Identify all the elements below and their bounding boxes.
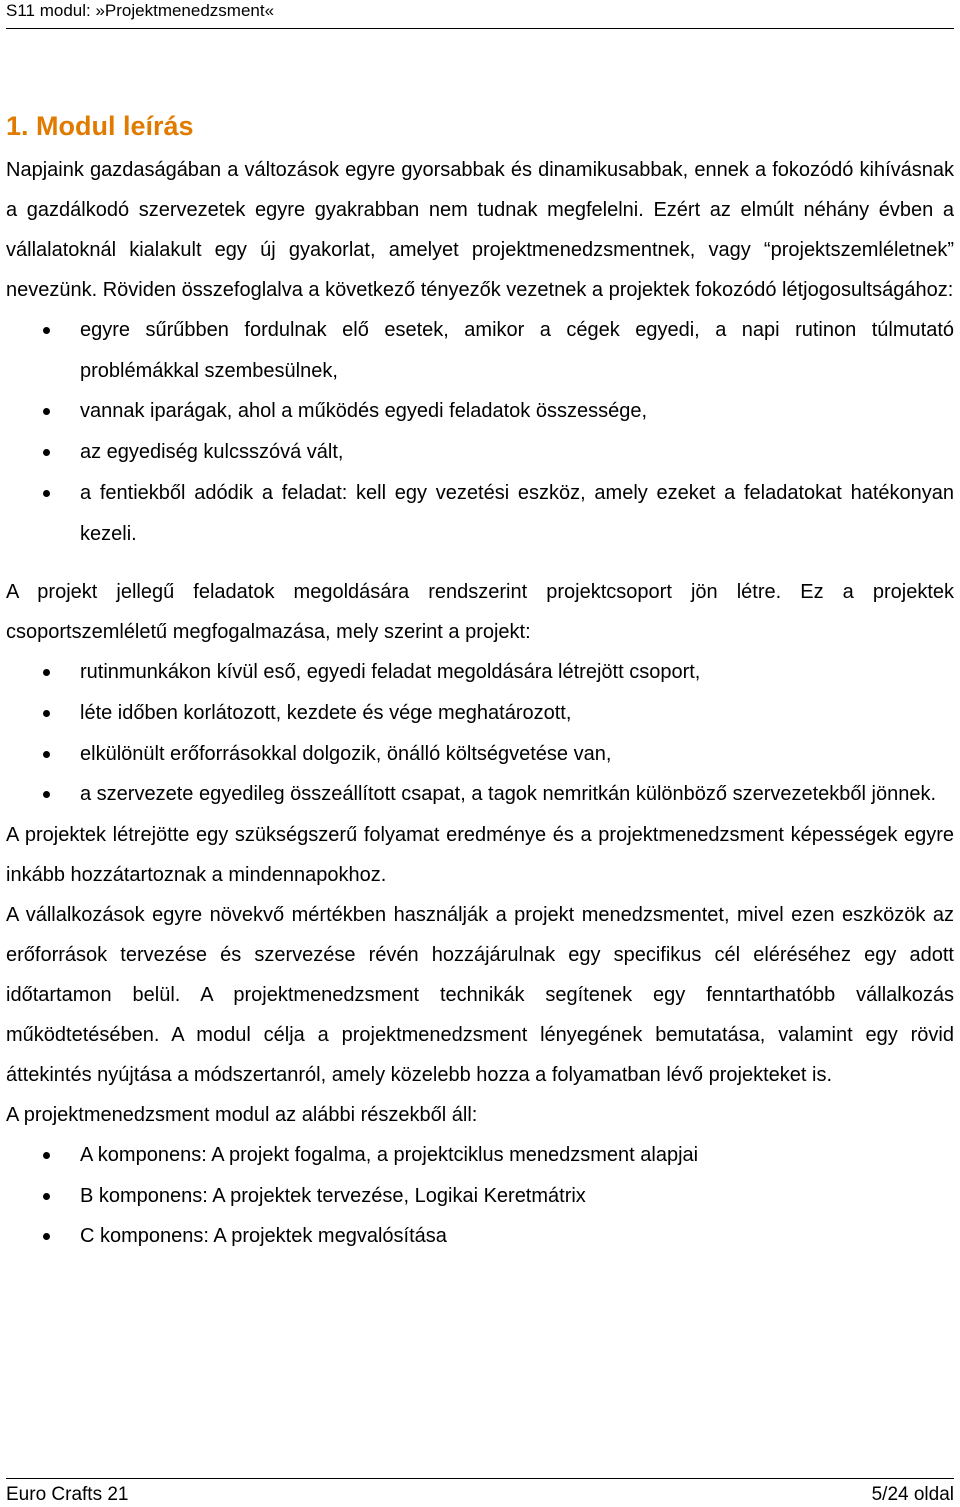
list-item: elkülönült erőforrásokkal dolgozik, önálló költségvetése van,	[6, 734, 954, 775]
list-item: B komponens: A projektek tervezése, Logikai Keretmátrix	[6, 1176, 954, 1217]
project-definition-list	[6, 652, 954, 815]
list-item: az egyediség kulcsszóvá vált,	[6, 432, 954, 473]
list-item: C komponens: A projektek megvalósítása	[6, 1216, 954, 1257]
components-list	[6, 1135, 954, 1257]
document-body	[6, 108, 954, 1257]
footer-organization: Euro Crafts 21	[6, 1484, 129, 1505]
list-item: a fentiekből adódik a feladat: kell egy vezetési eszköz, amely ezeket a feladatokat hatékonyan kezeli.	[6, 473, 954, 554]
document-title: S11 modul: »Projektmenedzsment«	[6, 1, 275, 20]
list-item: a szervezete egyedileg összeállított csapat, a tagok nemritkán különböző szervezetekből jönnek.	[6, 774, 954, 815]
paragraph-project-group: A projekt jellegű feladatok megoldására rendszerint projektcsoport jön létre. Ez a projektek csoportszemléletű megfogalmazása, mely szerint a projekt:	[6, 581, 954, 644]
page-header	[6, 0, 954, 29]
list-item: egyre sűrűbben fordulnak elő esetek, amikor a cégek egyedi, a napi rutinon túlmutató problémákkal szembesülnek,	[6, 310, 954, 391]
list-item: vannak iparágak, ahol a működés egyedi feladatok összessége,	[6, 391, 954, 432]
paragraph-necessity: A projektek létrejötte egy szükségszerű folyamat eredménye és a projektmenedzsment képességek egyre inkább hozzátartoznak a mindennapokhoz.	[6, 824, 954, 887]
list-item: A komponens: A projekt fogalma, a projektciklus menedzsment alapjai	[6, 1135, 954, 1176]
page-footer	[6, 1478, 954, 1505]
paragraph-intro: Napjaink gazdaságában a változások egyre gyorsabbak és dinamikusabbak, ennek a fokozódó kihívásnak a gazdálkodó szervezetek egyre gyakrabban nem tudnak megfelelni. Ezért az elmúlt néhány évben a vállalatoknál kialakult egy új gyakorlat, amelyet projektmenedzsmentnek, vagy “projektszemléletnek” nevezünk. Röviden összefoglalva a következő tényezők vezetnek a projektek fokozódó létjogosultságához:	[6, 159, 954, 301]
page-number: 5/24 oldal	[871, 1484, 954, 1505]
list-item: rutinmunkákon kívül eső, egyedi feladat megoldására létrejött csoport,	[6, 652, 954, 693]
paragraph-module-parts: A projektmenedzsment modul az alábbi részekből áll:	[6, 1104, 478, 1127]
section-title: 1. Modul leírás	[6, 111, 194, 141]
list-item: léte időben korlátozott, kezdete és vége meghatározott,	[6, 693, 954, 734]
paragraph-enterprises: A vállalkozások egyre növekvő mértékben használják a projekt menedzsmentet, mivel ezen eszközök az erőforrások tervezése és szervezése révén hozzájárulnak egy specifikus cél eléréséhez egy adott időtartamon belül. A projektmenedzsment technikák segítenek egy fenntarthatóbb vállalkozás működtetésében. A modul célja a projektmenedzsment lényegének bemutatása, valamint egy rövid áttekintés nyújtása a módszertanról, amely közelebb hozza a folyamatban lévő projekteket is.	[6, 904, 954, 1087]
factors-list	[6, 310, 954, 554]
